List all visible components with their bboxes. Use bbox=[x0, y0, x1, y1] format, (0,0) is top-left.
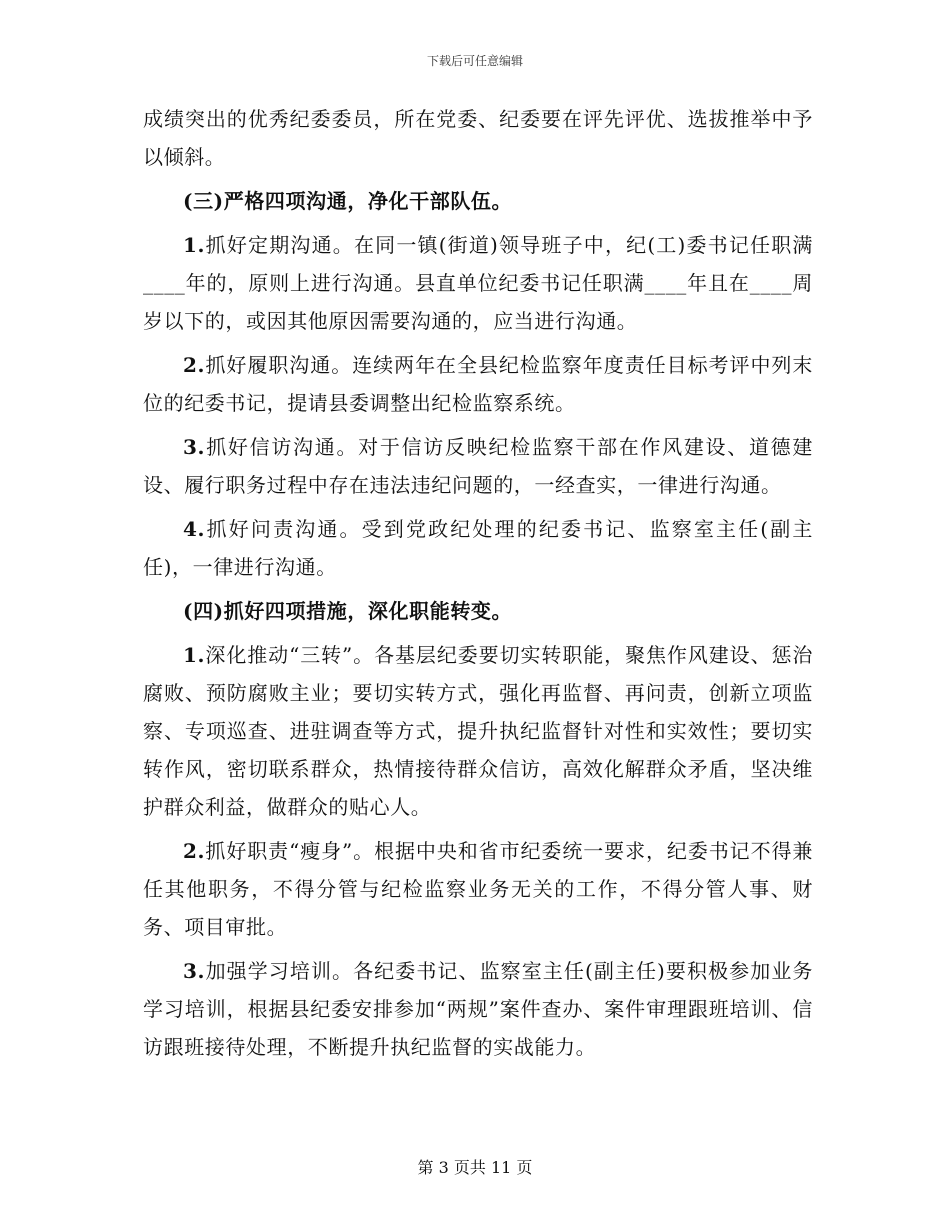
paragraph-continuation bbox=[143, 100, 813, 176]
document-body bbox=[143, 100, 813, 1072]
numbered-paragraph bbox=[143, 346, 813, 422]
page-number-footer: 第 3 页共 11 页 bbox=[417, 1158, 533, 1177]
numbered-paragraph bbox=[143, 832, 813, 946]
paragraph-number: 1. bbox=[183, 233, 206, 257]
paragraph-text: 抓好履职沟通。连续两年在全县纪检监察年度责任目标考评中列末位的纪委书记，提请县委调整出纪检监察系统。 bbox=[143, 353, 813, 415]
paragraph-number: 2. bbox=[183, 353, 206, 377]
paragraph-text: 加强学习培训。各纪委书记、监察室主任(副主任)要积极参加业务学习培训，根据县纪委安排参加“两规”案件查办、案件审理跟班培训、信访跟班接待处理，不断提升执纪监督的实战能力。 bbox=[143, 959, 813, 1059]
paragraph-text: 成绩突出的优秀纪委委员，所在党委、纪委要在评先评优、选拔推举中予以倾斜。 bbox=[143, 107, 813, 169]
numbered-paragraph bbox=[143, 226, 813, 340]
numbered-paragraph bbox=[143, 636, 813, 826]
numbered-paragraph bbox=[143, 952, 813, 1066]
paragraph-text: 抓好信访沟通。对于信访反映纪检监察干部在作风建设、道德建设、履行职务过程中存在违法违纪问题的，一经查实，一律进行沟通。 bbox=[143, 435, 813, 497]
paragraph-text: 抓好定期沟通。在同一镇(街道)领导班子中，纪(工)委书记任职满____年的，原则上进行沟通。县直单位纪委书记任职满____年且在____周岁以下的，或因其他原因需要沟通的，应当进行沟通。 bbox=[143, 233, 813, 333]
paragraph-number: 4. bbox=[183, 517, 206, 541]
paragraph-text: 深化推动“三转”。各基层纪委要切实转职能，聚焦作风建设、惩治腐败、预防腐败主业；要切实转方式，强化再监督、再问责，创新立项监察、专项巡查、进驻调查等方式，提升执纪监督针对性和实效性；要切实转作风，密切联系群众，热情接待群众信访，高效化解群众矛盾，坚决维护群众利益，做群众的贴心人。 bbox=[143, 643, 813, 819]
numbered-paragraph bbox=[143, 510, 813, 586]
paragraph-text: 抓好职责“瘦身”。根据中央和省市纪委统一要求，纪委书记不得兼任其他职务，不得分管与纪检监察业务无关的工作，不得分管人事、财务、项目审批。 bbox=[143, 839, 813, 939]
numbered-paragraph bbox=[143, 428, 813, 504]
paragraph-number: 1. bbox=[183, 643, 206, 667]
paragraph-text: 抓好问责沟通。受到党政纪处理的纪委书记、监察室主任(副主任)，一律进行沟通。 bbox=[143, 517, 813, 579]
section-heading: (四)抓好四项措施，深化职能转变。 bbox=[183, 599, 513, 623]
page-header-note: 下载后可任意编辑 bbox=[426, 54, 523, 68]
section-heading: (三)严格四项沟通，净化干部队伍。 bbox=[183, 189, 513, 213]
paragraph-number: 3. bbox=[183, 959, 206, 983]
paragraph-number: 2. bbox=[183, 839, 206, 863]
paragraph-number: 3. bbox=[183, 435, 206, 459]
